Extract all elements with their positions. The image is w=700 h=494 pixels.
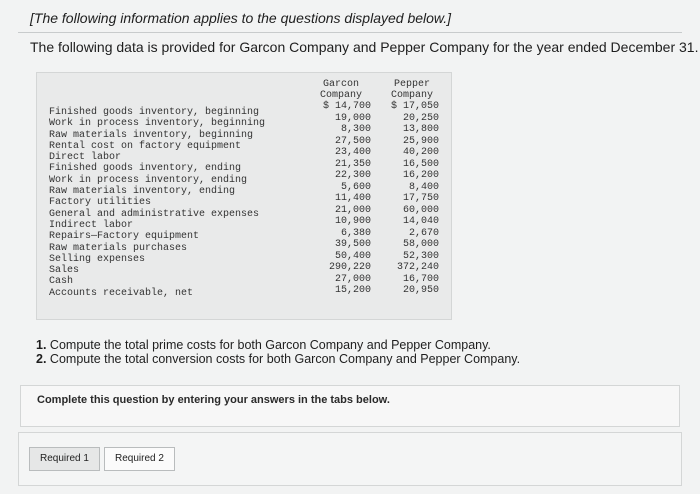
pepper-header-line2: Company <box>390 90 433 101</box>
row-label: Rental cost on factory equipment <box>49 140 242 152</box>
row-label: Work in process inventory, beginning <box>49 118 266 130</box>
garcon-header-line2: Company <box>319 90 362 101</box>
garcon-column-header <box>311 79 371 101</box>
pepper-values <box>383 101 439 297</box>
questions <box>36 338 520 366</box>
row-label: Raw materials purchases <box>49 242 188 254</box>
instruction-text: Complete this question by entering your answers in the tabs below. <box>37 394 390 406</box>
intro-note: [The following information applies to the questions displayed below.] <box>30 10 452 26</box>
garcon-value: $ 14,700 <box>322 101 371 112</box>
row-label: Finished goods inventory, beginning <box>49 107 260 118</box>
garcon-value: 11,400 <box>334 193 371 204</box>
garcon-value: 50,400 <box>334 250 371 262</box>
question-2 <box>36 352 520 366</box>
divider <box>18 32 682 33</box>
pepper-value: 17,750 <box>402 193 439 204</box>
garcon-value: 19,000 <box>334 112 371 124</box>
pepper-value: 372,240 <box>396 262 439 273</box>
row-label: Accounts receivable, net <box>49 287 194 299</box>
garcon-value: 27,500 <box>334 135 371 147</box>
question-1-number: 1. <box>36 338 47 352</box>
pepper-column-header <box>381 79 443 101</box>
instruction-panel <box>20 385 680 427</box>
row-label: Repairs—Factory equipment <box>49 231 200 243</box>
row-label: Direct labor <box>49 152 122 164</box>
pepper-value: 14,040 <box>402 216 439 227</box>
tab-required-2[interactable]: Required 2 <box>104 447 175 471</box>
pepper-value: 16,700 <box>402 273 439 285</box>
row-labels <box>49 107 265 299</box>
garcon-value: 39,500 <box>334 239 371 250</box>
garcon-value: 8,300 <box>340 124 371 135</box>
row-label: Factory utilities <box>49 197 152 209</box>
tab-required-1[interactable]: Required 1 <box>29 447 100 471</box>
row-label: Sales <box>49 265 80 277</box>
pepper-value: 25,900 <box>402 135 439 147</box>
garcon-value: 27,000 <box>334 273 371 285</box>
question-1 <box>36 338 520 352</box>
pepper-value: $ 17,050 <box>390 101 439 112</box>
garcon-value: 21,000 <box>334 204 371 216</box>
question-1-text: Compute the total prime costs for both Garcon Company and Pepper Company. <box>49 338 491 352</box>
row-label: Cash <box>49 276 74 288</box>
pepper-value: 20,950 <box>402 285 439 296</box>
row-label: Indirect labor <box>49 219 134 231</box>
garcon-value: 6,380 <box>340 227 371 239</box>
pepper-value: 20,250 <box>402 112 439 124</box>
garcon-value: 22,300 <box>334 170 371 181</box>
row-label: Work in process inventory, ending <box>49 174 248 186</box>
garcon-value: 10,900 <box>334 216 371 227</box>
pepper-header-line1: Pepper <box>393 79 430 90</box>
pepper-value: 60,000 <box>402 204 439 216</box>
garcon-header-line1: Garcon <box>322 79 359 90</box>
pepper-value: 8,400 <box>408 181 439 193</box>
pepper-value: 2,670 <box>408 227 439 239</box>
question-2-number: 2. <box>36 352 47 366</box>
row-label: Raw materials inventory, beginning <box>49 129 254 141</box>
question-2-text: Compute the total conversion costs for both Garcon Company and Pepper Company. <box>49 352 521 366</box>
pepper-value: 16,500 <box>402 158 439 170</box>
pepper-value: 52,300 <box>402 250 439 262</box>
row-label: Raw materials inventory, ending <box>49 186 236 198</box>
pepper-value: 40,200 <box>402 147 439 158</box>
garcon-values <box>313 101 371 297</box>
pepper-value: 58,000 <box>402 239 439 250</box>
pepper-value: 13,800 <box>402 124 439 135</box>
garcon-value: 15,200 <box>334 285 371 296</box>
garcon-value: 21,350 <box>334 158 371 170</box>
row-label: Finished goods inventory, ending <box>49 163 242 175</box>
garcon-value: 290,220 <box>328 262 371 273</box>
pepper-value: 16,200 <box>402 170 439 181</box>
garcon-value: 23,400 <box>334 147 371 158</box>
data-table <box>36 72 452 320</box>
row-label: General and administrative expenses <box>49 208 260 220</box>
garcon-value: 5,600 <box>340 181 371 193</box>
lead-sentence: The following data is provided for Garcon Company and Pepper Company for the year ended December 31. <box>30 39 699 55</box>
row-label: Selling expenses <box>49 253 146 265</box>
tabs-area <box>18 432 682 486</box>
